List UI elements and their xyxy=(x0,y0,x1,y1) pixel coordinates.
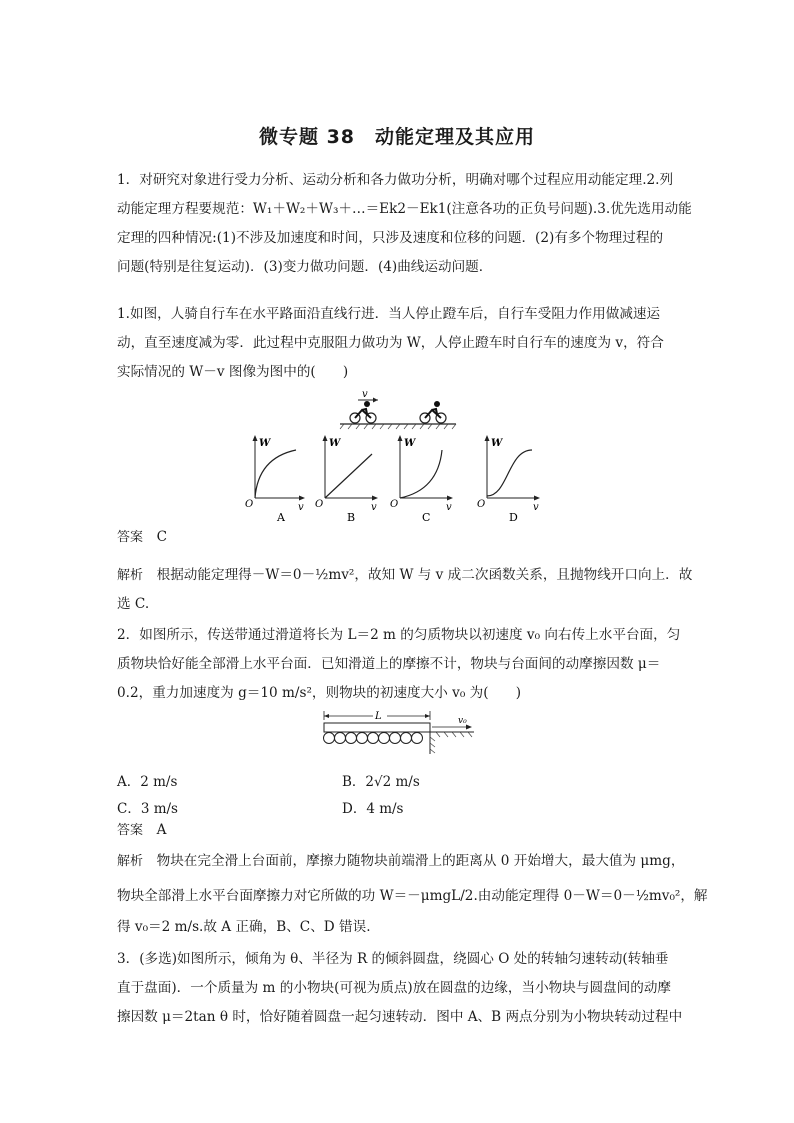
length-label: L xyxy=(375,711,382,722)
velocity-label: v xyxy=(362,389,368,400)
table-hatching xyxy=(430,732,472,753)
graph-label-d: D xyxy=(509,511,518,524)
graph-c xyxy=(390,435,453,524)
origin-label: O xyxy=(477,499,486,510)
analysis-label: 解析 xyxy=(117,568,144,583)
answer-label: 答案 xyxy=(117,823,144,838)
origin-label: O xyxy=(390,499,399,510)
option-b: B．2√2 m/s xyxy=(342,774,420,790)
q2-line: 质物块恰好能全部滑上水平台面．已知滑道上的摩擦不计，物块与台面间的动摩擦因数 μ＝ xyxy=(117,656,661,672)
wv-graphs-figure xyxy=(240,430,550,525)
cyclist-figure xyxy=(338,388,458,433)
q2-line: 2．如图所示，传送带通过滑道将长为 L＝2 m 的匀质物块以初速度 v₀ 向右传上水平台面，匀 xyxy=(117,627,681,643)
analysis-line: 根据动能定理得－W＝0－½mv²，故知 W 与 v 成二次函数关系，且抛物线开口向上．故 xyxy=(156,567,693,583)
q2-answer xyxy=(117,816,680,845)
question-1-stem xyxy=(117,300,680,387)
graph-a xyxy=(245,435,305,524)
q1-line: 实际情况的 W－v 图像为图中的( ) xyxy=(117,364,349,380)
cyclist-2 xyxy=(420,401,446,423)
axis-label-w: W xyxy=(259,438,271,449)
option-d: D．4 m/s xyxy=(342,801,404,817)
page-title: 微专题 38 动能定理及其应用 xyxy=(258,126,536,148)
cyclist-1 xyxy=(350,401,376,423)
answer-value: C xyxy=(156,529,168,545)
q3-line: 擦因数 μ＝2tan θ 时，恰好随着圆盘一起匀速转动．图中 A、B 两点分别为小物块转动过程中 xyxy=(117,1009,683,1025)
q2-line: 0.2，重力加速度为 g＝10 m/s²，则物块的初速度大小 v₀ 为( ) xyxy=(117,685,522,701)
graph-d xyxy=(477,435,540,524)
intro-line: 问题(特别是往复运动)．(3)变力做功问题．(4)曲线运动问题． xyxy=(117,259,493,275)
analysis-line: 得 v₀＝2 m/s.故 A 正确，B、C、D 错误. xyxy=(117,919,371,935)
option-a: A．2 m/s xyxy=(117,774,178,790)
axis-label-w: W xyxy=(491,438,503,449)
road-hatching xyxy=(340,424,456,429)
analysis-line: 物块在完全滑上台面前，摩擦力随物块前端滑上的距离从 0 开始增大，最大值为 μmg， xyxy=(156,853,685,869)
analysis-line: 选 C. xyxy=(117,596,150,612)
q1-line: 动，直至速度减为零．此过程中克服阻力做功为 W，人停止蹬车时自行车的速度为 v，符合 xyxy=(117,335,664,351)
intro-paragraph xyxy=(117,166,692,282)
intro-line: 定理的四种情况:(1)不涉及加速度和时间，只涉及速度和位移的问题．(2)有多个物理过程的 xyxy=(117,230,664,246)
answer-value: A xyxy=(156,822,167,838)
graph-b xyxy=(315,435,378,524)
conveyor-figure xyxy=(318,706,478,758)
axis-label-w: W xyxy=(329,438,341,449)
intro-line: 1．对研究对象进行受力分析、运动分析和各力做功分析，明确对哪个过程应用动能定理.2.列 xyxy=(117,172,674,188)
question-2-stem xyxy=(117,621,680,708)
q1-line: 1.如图，人骑自行车在水平路面沿直线行进．当人停止蹬车后，自行车受阻力作用做减速运 xyxy=(117,306,661,322)
block xyxy=(324,723,430,732)
analysis-label: 解析 xyxy=(117,854,144,869)
intro-line: 动能定理方程要规范：W₁＋W₂＋W₃＋…＝Ek2－Ek1(注意各功的正负号问题).3.优先选用动能 xyxy=(117,201,692,217)
graph-label-c: C xyxy=(422,511,431,524)
analysis-line: 物块全部滑上水平台面摩擦力对它所做的功 W＝－μmgL/2.由动能定理得 0－W＝0－½mv₀²，解 xyxy=(117,888,708,904)
velocity-arrowhead xyxy=(373,398,378,403)
axis-label-v: v xyxy=(533,502,539,513)
graph-label-b: B xyxy=(347,511,356,524)
axis-label-v: v xyxy=(298,502,304,513)
axis-label-w: W xyxy=(404,438,416,449)
axis-label-v: v xyxy=(371,502,377,513)
graph-label-a: A xyxy=(277,511,285,524)
q3-line: 3．(多选)如图所示，倾角为 θ、半径为 R 的倾斜圆盘，绕圆心 O 处的转轴匀速转动(转轴垂 xyxy=(117,951,669,967)
origin-label: O xyxy=(245,499,254,510)
origin-label: O xyxy=(315,499,324,510)
q1-answer xyxy=(117,523,680,552)
q3-line: 直于盘面)．一个质量为 m 的小物块(可视为质点)放在圆盘的边缘，当小物块与圆盘间的动摩 xyxy=(117,980,672,996)
q1-analysis xyxy=(117,561,693,619)
axis-label-v: v xyxy=(446,502,452,513)
v0-label: v₀ xyxy=(458,716,467,726)
q2-analysis xyxy=(117,847,708,942)
answer-label: 答案 xyxy=(117,530,144,545)
conveyor-rollers xyxy=(324,733,423,744)
option-c: C．3 m/s xyxy=(117,801,178,817)
question-3-stem xyxy=(117,945,683,1032)
